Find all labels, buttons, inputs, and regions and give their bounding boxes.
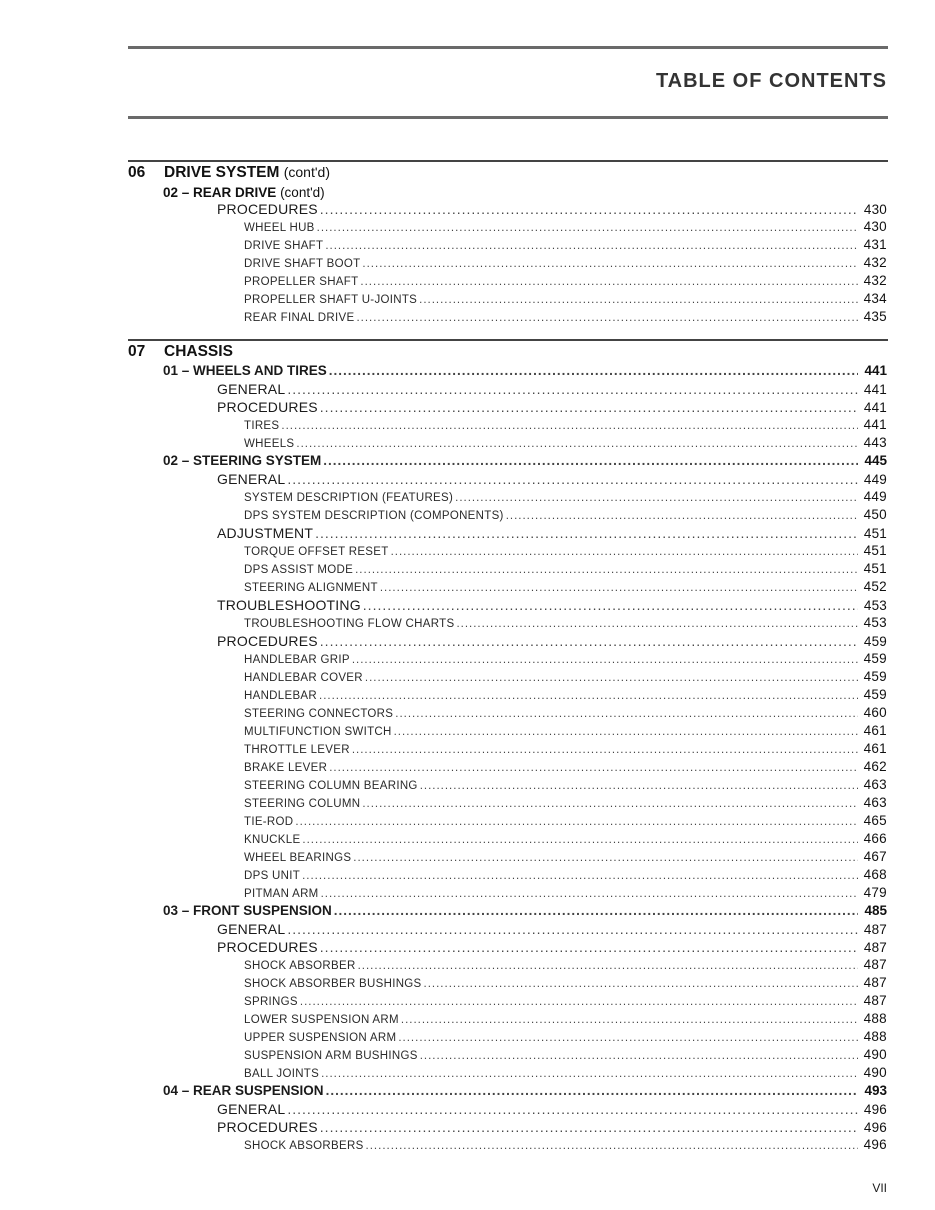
toc-entry[interactable]	[244, 506, 887, 524]
entry-page: 479	[863, 885, 887, 900]
entry-page: 453	[863, 598, 887, 613]
entry-page: 441	[864, 363, 887, 378]
entry-page: 490	[863, 1065, 887, 1080]
entry-label: 01 – WHEELS AND TIRES	[163, 363, 327, 378]
entry-page: 466	[863, 831, 887, 846]
dot-leader	[300, 993, 858, 1011]
dot-leader	[356, 309, 857, 327]
entry-page: 451	[863, 561, 887, 576]
dot-leader	[287, 920, 858, 938]
entry-label: GENERAL	[217, 921, 286, 937]
toc-entry[interactable]	[244, 776, 887, 794]
entry-label: REAR FINAL DRIVE	[244, 312, 355, 324]
toc-entry[interactable]	[244, 614, 887, 632]
toc-entry[interactable]	[244, 812, 887, 830]
toc-entry[interactable]	[244, 794, 887, 812]
entry-label: PITMAN ARM	[244, 888, 319, 900]
entry-page: 487	[863, 922, 887, 937]
dot-leader	[287, 380, 858, 398]
dot-leader	[352, 651, 858, 669]
dot-leader	[420, 777, 858, 795]
entry-page: 452	[863, 579, 887, 594]
toc-entry[interactable]	[244, 272, 887, 290]
entry-label: HANDLEBAR	[244, 690, 317, 702]
entry-page: 468	[863, 867, 887, 882]
dot-leader	[391, 543, 858, 561]
dot-leader	[358, 957, 858, 975]
entry-label: WHEEL BEARINGS	[244, 852, 352, 864]
entry-label: THROTTLE LEVER	[244, 744, 350, 756]
entry-label: DRIVE SHAFT BOOT	[244, 258, 361, 270]
page-number: VII	[872, 1181, 887, 1195]
entry-page: 462	[863, 759, 887, 774]
toc-entry[interactable]	[217, 938, 887, 956]
entry-page: 430	[863, 219, 887, 234]
entry-page: 459	[863, 651, 887, 666]
entry-page: 445	[864, 453, 887, 468]
entry-label: PROCEDURES	[217, 633, 318, 649]
entry-page: 443	[863, 435, 887, 450]
toc-entry[interactable]	[217, 524, 887, 542]
dot-leader	[295, 813, 857, 831]
dot-leader	[302, 867, 857, 885]
entry-page: 459	[863, 687, 887, 702]
entry-label: STEERING CONNECTORS	[244, 708, 394, 720]
page-title: TABLE OF CONTENTS	[655, 70, 887, 92]
entry-label: UPPER SUSPENSION ARM	[244, 1032, 397, 1044]
entry-page: 432	[863, 273, 887, 288]
toc-entry[interactable]	[244, 236, 887, 254]
entry-page: 467	[863, 849, 887, 864]
toc-entry[interactable]	[163, 902, 887, 920]
entry-page: 460	[863, 705, 887, 720]
toc-entry[interactable]	[244, 956, 887, 974]
entry-label: DPS SYSTEM DESCRIPTION (COMPONENTS)	[244, 510, 504, 522]
dot-leader	[456, 615, 857, 633]
entry-page: 487	[863, 993, 887, 1008]
entry-label: DRIVE SHAFT	[244, 240, 324, 252]
dot-leader	[320, 398, 858, 416]
dot-leader	[320, 1118, 858, 1136]
section-heading	[128, 343, 233, 361]
entry-label: PROPELLER SHAFT U-JOINTS	[244, 294, 418, 306]
section-cont-label: (cont'd)	[283, 164, 330, 180]
entry-page: 432	[863, 255, 887, 270]
toc-entry[interactable]	[217, 920, 887, 938]
toc-entry[interactable]	[217, 200, 887, 218]
entry-label: SHOCK ABSORBERS	[244, 1140, 364, 1152]
entry-page: 465	[863, 813, 887, 828]
dot-leader	[352, 741, 858, 759]
dot-leader	[329, 362, 859, 380]
entry-page: 487	[863, 940, 887, 955]
toc-entry[interactable]	[244, 308, 887, 326]
section-title: DRIVE SYSTEM	[164, 164, 280, 181]
entry-label: PROCEDURES	[217, 939, 318, 955]
entry-page: 493	[864, 1083, 887, 1098]
entry-page: 463	[863, 795, 887, 810]
entry-label: TIRES	[244, 420, 280, 432]
dot-leader	[321, 1065, 857, 1083]
entry-label: BALL JOINTS	[244, 1068, 320, 1080]
entry-label: WHEELS	[244, 438, 295, 450]
entry-page: 488	[863, 1011, 887, 1026]
entry-page: 496	[863, 1102, 887, 1117]
toc-entry[interactable]	[244, 668, 887, 686]
entry-label: ADJUSTMENT	[217, 525, 314, 541]
dot-leader	[315, 524, 858, 542]
toc-entry[interactable]	[217, 632, 887, 650]
entry-page: 490	[863, 1047, 887, 1062]
entry-page: 431	[863, 237, 887, 252]
toc-entry[interactable]	[244, 848, 887, 866]
dot-leader	[320, 200, 858, 218]
entry-label: BRAKE LEVER	[244, 762, 328, 774]
entry-label: SHOCK ABSORBER BUSHINGS	[244, 978, 422, 990]
dot-leader	[326, 1082, 859, 1100]
entry-page: 459	[863, 634, 887, 649]
toc-entry[interactable]	[244, 1046, 887, 1064]
entry-page: 496	[863, 1120, 887, 1135]
entry-label: STEERING ALIGNMENT	[244, 582, 378, 594]
entry-page: 434	[863, 291, 887, 306]
section-rule	[128, 339, 888, 341]
subsection-cont-label: (cont'd)	[280, 185, 325, 200]
dot-leader	[320, 938, 858, 956]
dot-leader	[362, 795, 857, 813]
dot-leader	[329, 759, 857, 777]
toc-entry[interactable]	[244, 722, 887, 740]
toc-entry[interactable]	[217, 1100, 887, 1118]
toc-entry[interactable]	[244, 542, 887, 560]
dot-leader	[302, 831, 857, 849]
entry-label: PROCEDURES	[217, 399, 318, 415]
section-rule	[128, 160, 888, 162]
entry-label: PROPELLER SHAFT	[244, 276, 359, 288]
section-number: 06	[128, 164, 146, 181]
entry-label: WHEEL HUB	[244, 222, 315, 234]
toc-entry[interactable]	[217, 596, 887, 614]
toc-entry[interactable]	[217, 380, 887, 398]
entry-page: 441	[863, 400, 887, 415]
section-title: CHASSIS	[164, 343, 233, 360]
subsection-heading	[163, 185, 325, 200]
entry-label: GENERAL	[217, 471, 286, 487]
header-bottom-rule	[128, 116, 888, 119]
entry-label: SHOCK ABSORBER	[244, 960, 356, 972]
toc-entry[interactable]	[244, 416, 887, 434]
toc-entry[interactable]	[217, 470, 887, 488]
dot-leader	[334, 902, 859, 920]
dot-leader	[319, 687, 858, 705]
toc-entry[interactable]	[163, 452, 887, 470]
toc-entry[interactable]	[244, 974, 887, 992]
dot-leader	[506, 507, 858, 525]
entry-label: 03 – FRONT SUSPENSION	[163, 903, 332, 918]
toc-entry[interactable]	[244, 704, 887, 722]
entry-label: MULTIFUNCTION SWITCH	[244, 726, 392, 738]
entry-page: 453	[863, 615, 887, 630]
entry-label: KNUCKLE	[244, 834, 301, 846]
entry-page: 451	[863, 526, 887, 541]
dot-leader	[353, 849, 857, 867]
dot-leader	[455, 489, 857, 507]
dot-leader	[287, 470, 858, 488]
toc-entry[interactable]	[244, 758, 887, 776]
dot-leader	[317, 219, 858, 237]
toc-entry[interactable]	[244, 830, 887, 848]
toc-entry[interactable]	[244, 488, 887, 506]
entry-label: DPS UNIT	[244, 870, 301, 882]
entry-label: STEERING COLUMN	[244, 798, 361, 810]
dot-leader	[394, 723, 858, 741]
dot-leader	[296, 435, 857, 453]
dot-leader	[395, 705, 857, 723]
toc-entry[interactable]	[217, 398, 887, 416]
entry-label: 04 – REAR SUSPENSION	[163, 1083, 324, 1098]
dot-leader	[420, 1047, 858, 1065]
dot-leader	[363, 596, 858, 614]
dot-leader	[366, 1137, 858, 1155]
entry-page: 485	[864, 903, 887, 918]
entry-page: 461	[863, 723, 887, 738]
toc-entry[interactable]	[244, 254, 887, 272]
entry-page: 488	[863, 1029, 887, 1044]
entry-page: 441	[863, 382, 887, 397]
dot-leader	[365, 669, 858, 687]
entry-page: 487	[863, 957, 887, 972]
toc-entry[interactable]	[244, 650, 887, 668]
toc-entry[interactable]	[217, 1118, 887, 1136]
toc-entry[interactable]	[163, 362, 887, 380]
dot-leader	[320, 632, 858, 650]
toc-entry[interactable]	[244, 434, 887, 452]
dot-leader	[398, 1029, 857, 1047]
entry-page: 463	[863, 777, 887, 792]
dot-leader	[380, 579, 858, 597]
entry-label: SPRINGS	[244, 996, 298, 1008]
entry-label: PROCEDURES	[217, 201, 318, 217]
toc-entry[interactable]	[244, 1064, 887, 1082]
entry-label: STEERING COLUMN BEARING	[244, 780, 418, 792]
toc-entry[interactable]	[244, 1136, 887, 1154]
entry-label: TROUBLESHOOTING	[217, 597, 361, 613]
toc-entry[interactable]	[244, 560, 887, 578]
entry-page: 435	[863, 309, 887, 324]
dot-leader	[325, 237, 857, 255]
entry-label: DPS ASSIST MODE	[244, 564, 354, 576]
toc-entry[interactable]	[244, 686, 887, 704]
entry-label: LOWER SUSPENSION ARM	[244, 1014, 399, 1026]
toc-entry[interactable]	[244, 884, 887, 902]
subsection-title: 02 – REAR DRIVE	[163, 185, 277, 200]
entry-page: 430	[863, 202, 887, 217]
header-top-rule	[128, 46, 888, 49]
entry-page: 496	[863, 1137, 887, 1152]
entry-page: 450	[863, 507, 887, 522]
entry-label: HANDLEBAR COVER	[244, 672, 363, 684]
entry-label: SYSTEM DESCRIPTION (FEATURES)	[244, 492, 454, 504]
entry-page: 441	[863, 417, 887, 432]
dot-leader	[424, 975, 858, 993]
dot-leader	[401, 1011, 858, 1029]
toc-entry[interactable]	[244, 866, 887, 884]
entry-label: GENERAL	[217, 381, 286, 397]
toc-entry[interactable]	[163, 1082, 887, 1100]
toc-entry[interactable]	[244, 1028, 887, 1046]
entry-page: 461	[863, 741, 887, 756]
toc-entry[interactable]	[244, 218, 887, 236]
dot-leader	[281, 417, 857, 435]
section-number: 07	[128, 343, 146, 360]
entry-label: TROUBLESHOOTING FLOW CHARTS	[244, 618, 455, 630]
dot-leader	[323, 452, 858, 470]
entry-page: 449	[863, 489, 887, 504]
dot-leader	[355, 561, 857, 579]
entry-label: GENERAL	[217, 1101, 286, 1117]
dot-leader	[362, 255, 857, 273]
entry-label: SUSPENSION ARM BUSHINGS	[244, 1050, 418, 1062]
toc-entry[interactable]	[244, 1010, 887, 1028]
entry-label: 02 – STEERING SYSTEM	[163, 453, 322, 468]
entry-label: TORQUE OFFSET RESET	[244, 546, 389, 558]
entry-page: 487	[863, 975, 887, 990]
dot-leader	[287, 1100, 858, 1118]
dot-leader	[321, 885, 858, 903]
section-heading	[128, 164, 330, 182]
entry-label: TIE-ROD	[244, 816, 294, 828]
toc-entry[interactable]	[244, 290, 887, 308]
toc-entry[interactable]	[244, 992, 887, 1010]
dot-leader	[360, 273, 857, 291]
entry-label: HANDLEBAR GRIP	[244, 654, 350, 666]
dot-leader	[419, 291, 857, 309]
entry-page: 449	[863, 472, 887, 487]
toc-entry[interactable]	[244, 740, 887, 758]
entry-label: PROCEDURES	[217, 1119, 318, 1135]
entry-page: 451	[863, 543, 887, 558]
entry-page: 459	[863, 669, 887, 684]
toc-entry[interactable]	[244, 578, 887, 596]
